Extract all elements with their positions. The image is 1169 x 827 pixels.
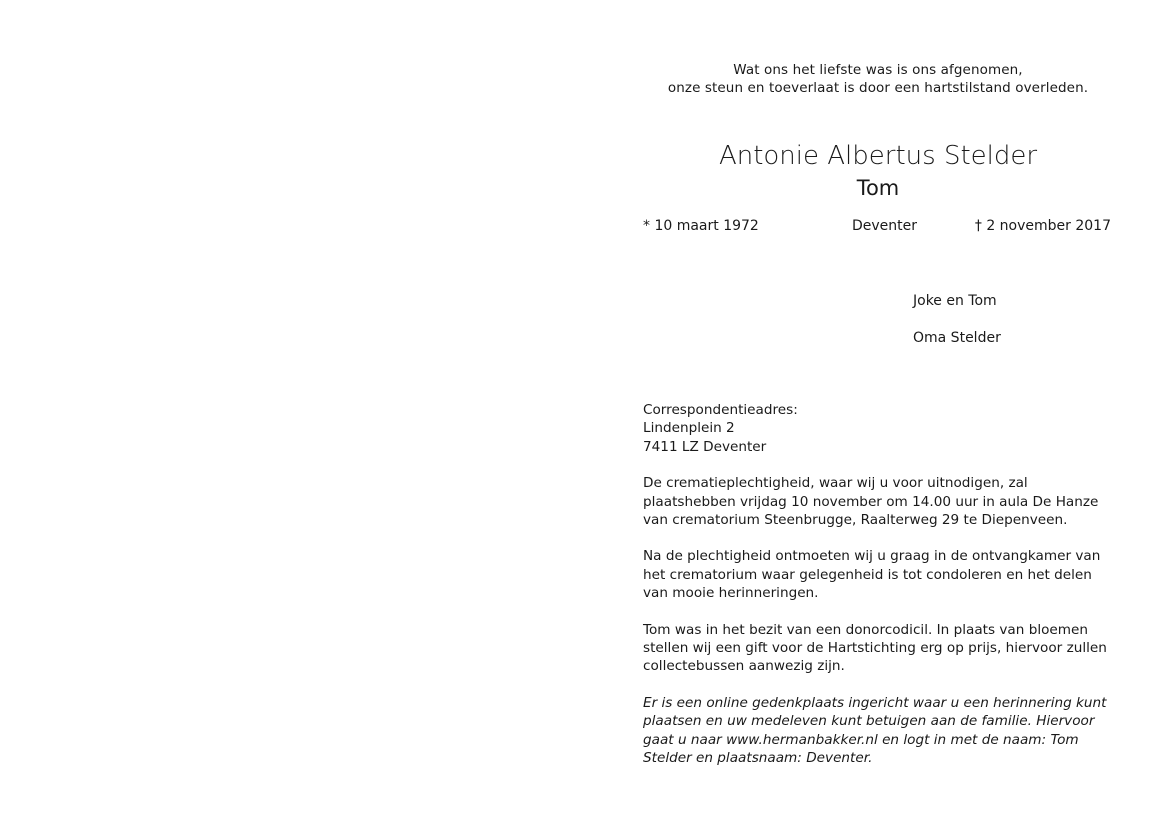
family-member: Oma Stelder [913,330,1001,346]
life-dates-row [643,218,1113,238]
family-list [913,291,1001,348]
family-member: Joke en Tom [913,293,997,309]
ceremony-paragraph: De crematieplechtigheid, waar wij u voor uitnodigen, zal plaatshebben vrijdag 10 november om 14.00 uur in aula De Hanze van crematorium Steenbrugge, Raalterweg 29 te Diepenveen. [643,475,1099,529]
address-city: 7411 LZ Deventer [643,438,767,455]
address-street: Lindenplein 2 [643,420,735,437]
opening-motto [643,61,1113,97]
donor-paragraph: Tom was in het bezit van een donorcodicil. In plaats van bloemen stellen wij een gift voor de Hartstichting erg op prijs, hiervoor zullen collectebussen aanwezig zijn. [643,621,1107,675]
motto-line-1: Wat ons het liefste was is ons afgenomen, [733,62,1023,78]
birth-date: * 10 maart 1972 [643,218,759,234]
correspondence-address [643,401,1113,456]
motto-line-2: onze steun en toeverlaat is door een hartstilstand overleden. [667,80,1089,96]
death-date: † 2 november 2017 [974,218,1111,234]
deceased-full-name: Antonie Albertus Stelder [718,141,1038,171]
place-of-death: Deventer [852,218,918,234]
announcement-body [643,401,1113,786]
address-label: Correspondentieadres: [643,402,798,418]
online-memorial-paragraph: Er is een online gedenkplaats ingericht waar u een herinnering kunt plaatsen en uw medeleven kunt betuigen aan de familie. Hiervoor gaat u naar www.hermanbakker.nl en logt in met de naam: Tom Stelder en plaatsnaam: Deventer. [643,694,1107,767]
announcement-page [643,0,1113,827]
deceased-nickname: Tom [856,176,900,200]
reception-paragraph: Na de plechtigheid ontmoeten wij u graag in de ontvangkamer van het crematorium waar gelegenheid is tot condoleren en het delen van mooie herinneringen. [643,548,1101,602]
